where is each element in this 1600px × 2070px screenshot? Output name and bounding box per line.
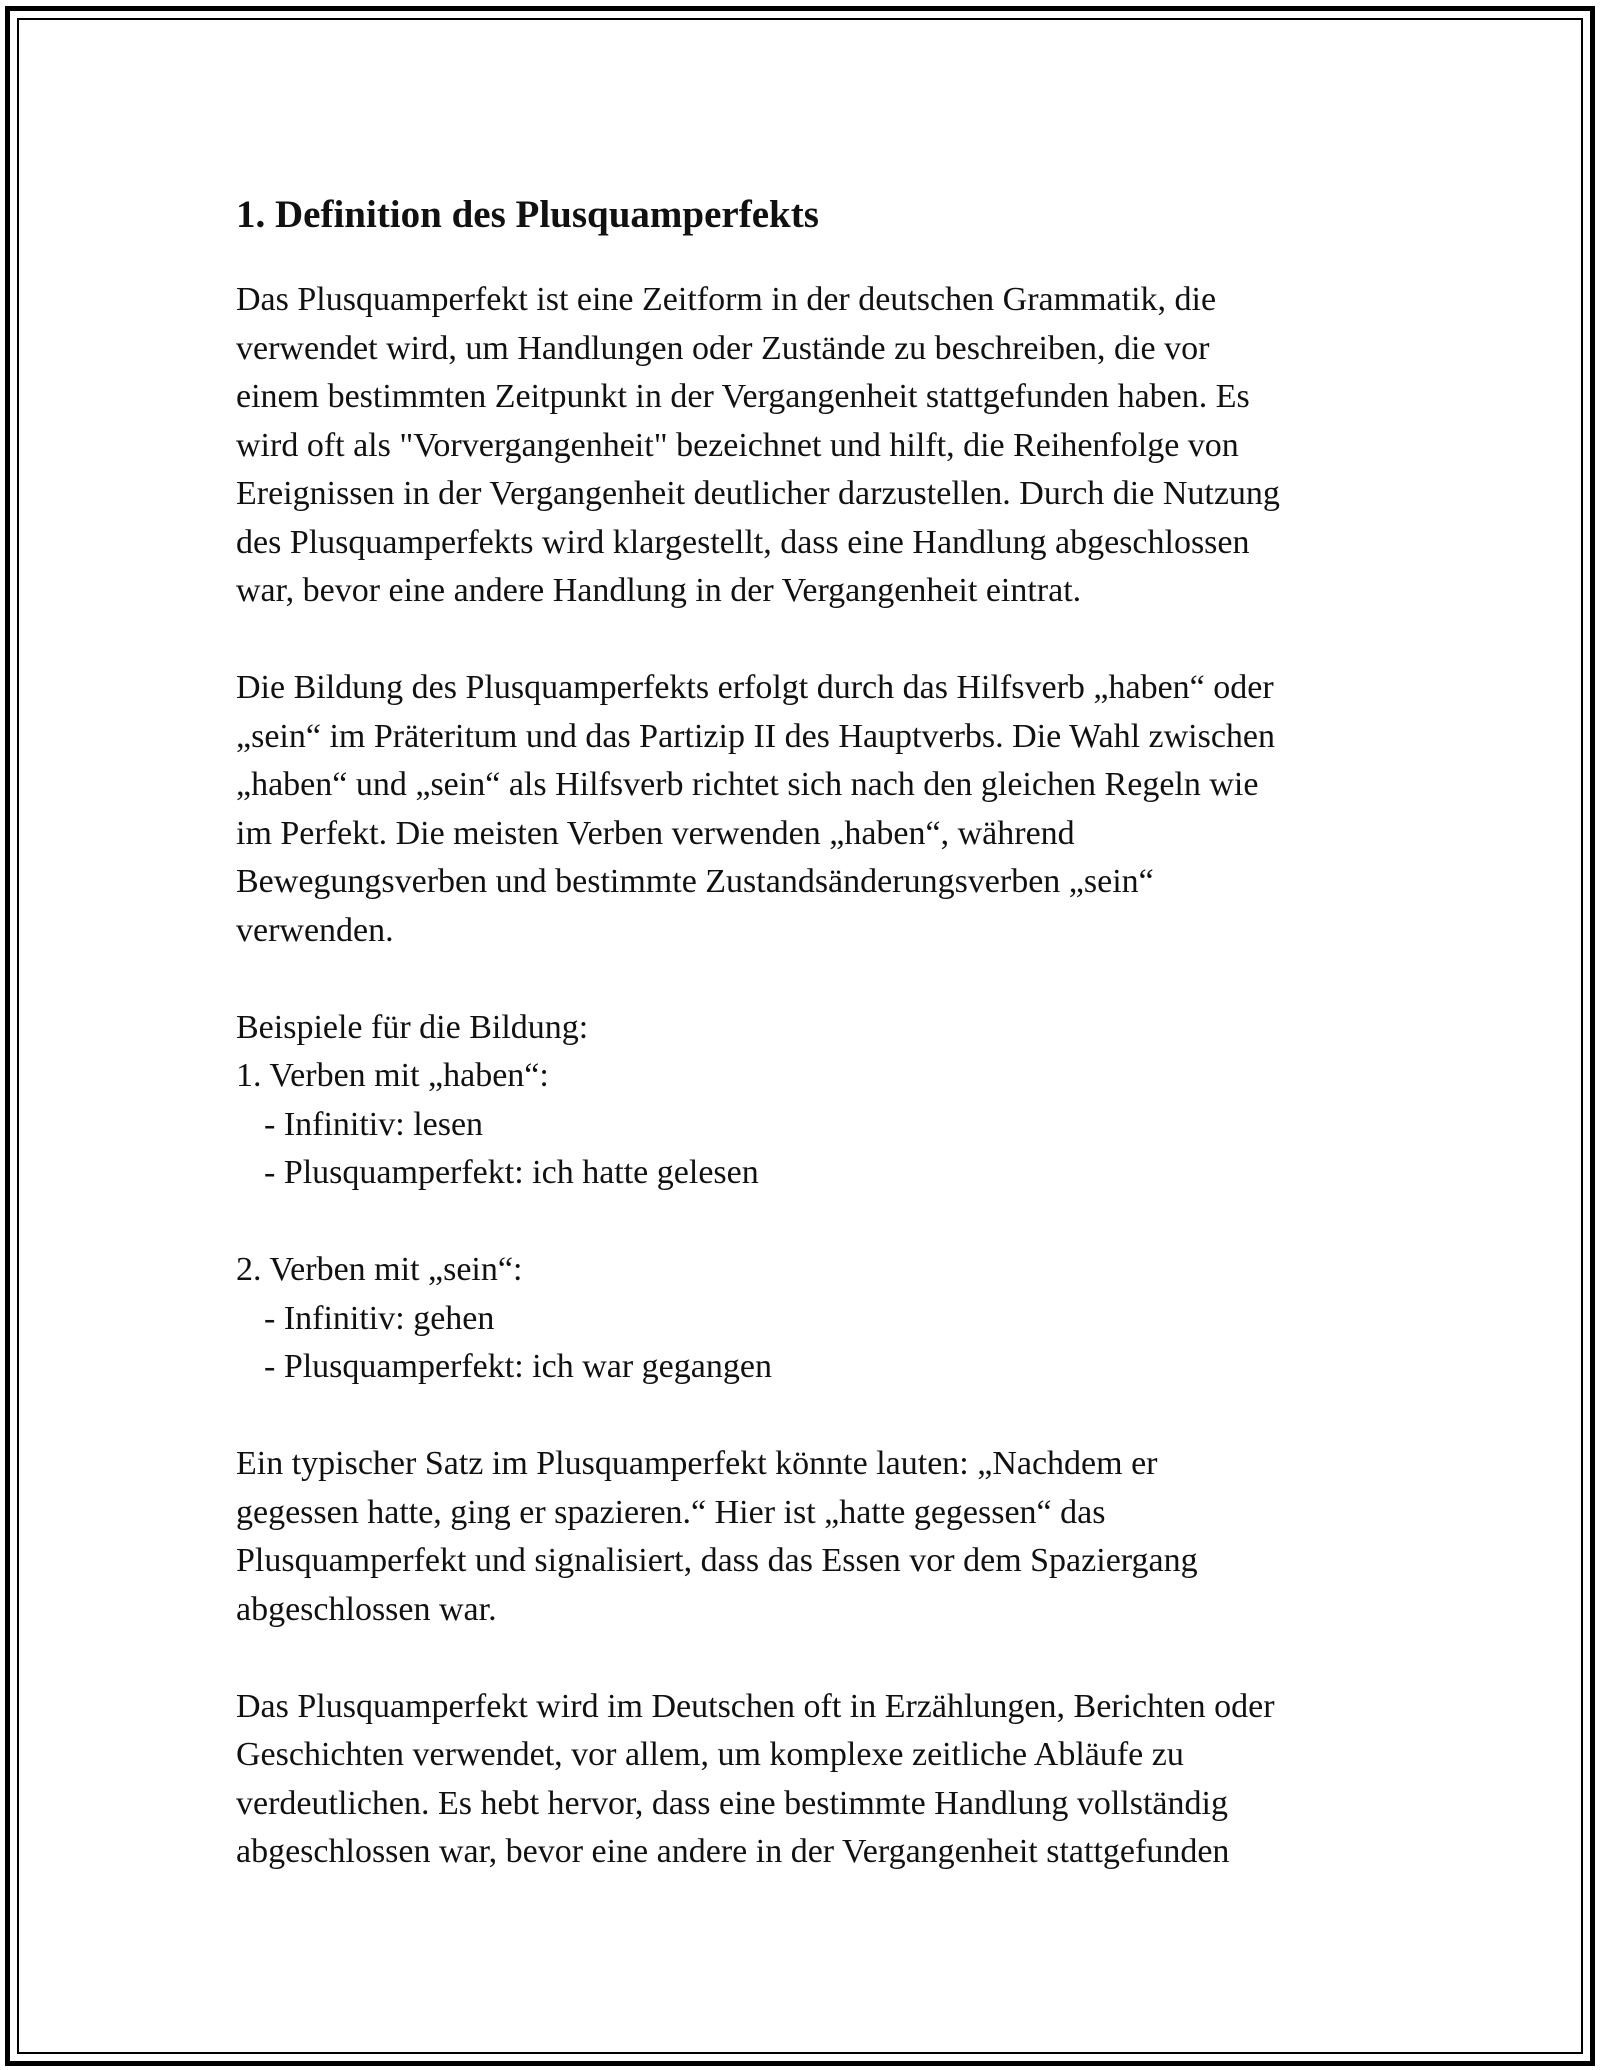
paragraph-spacer <box>236 1392 1386 1441</box>
paragraph-spacer <box>236 955 1386 1004</box>
section-heading: 1. Definition des Plusquamperfekts <box>236 193 819 236</box>
paragraph-spacer <box>236 1198 1386 1247</box>
example-haben-title: 1. Verben mit „haben“: <box>236 1057 549 1094</box>
paragraph-spacer <box>236 616 1386 665</box>
document-body <box>236 190 1386 1877</box>
example-sein-title: 2. Verben mit „sein“: <box>236 1251 523 1288</box>
example-sein-infinitive: - Infinitiv: gehen <box>264 1299 495 1337</box>
paragraph-spacer <box>236 1634 1386 1683</box>
examples-block <box>236 1004 1386 1392</box>
example-sein-plusquamperfekt: - Plusquamperfekt: ich war gegangen <box>264 1348 772 1385</box>
paragraph-formation: Die Bildung des Plusquamperfekts erfolgt durch das Hilfsverb „haben“ oder „sein“ im Präteritum und das Partizip II des Hauptverbs. Die Wahl zwischen „haben“ und „sein“ als Hilfsverb richtet sich nach den gleichen Regeln wie im Perfekt. Die meisten Verben verwenden „haben“, während Bewegungsverben und bestimmte Zustandsänderungsverben „sein“ verwenden. <box>236 669 1276 949</box>
paragraph-usage: Das Plusquamperfekt wird im Deutschen oft in Erzählungen, Berichten oder Geschichten verwendet, vor allem, um komplexe zeitliche Abläufe zu verdeutlichen. Es hebt hervor, dass eine bestimmte Handlung vollständig abgeschlossen war, bevor eine andere in der Vergangenheit stattgefunden <box>236 1687 1275 1870</box>
example-haben-infinitive: - Infinitiv: lesen <box>264 1105 484 1143</box>
examples-intro: Beispiele für die Bildung: <box>236 1008 589 1046</box>
paragraph-example-sentence: Ein typischer Satz im Plusquamperfekt könnte lauten: „Nachdem er gegessen hatte, ging er spazieren.“ Hier ist „hatte gegessen“ das Plusquamperfekt und signalisiert, dass das Essen vor dem Spaziergang abgeschlossen war. <box>236 1445 1198 1628</box>
example-haben-plusquamperfekt: - Plusquamperfekt: ich hatte gelesen <box>264 1154 759 1191</box>
paragraph-definition: Das Plusquamperfekt ist eine Zeitform in der deutschen Grammatik, die verwendet wird, um Handlungen oder Zustände zu beschreiben, die vor einem bestimmten Zeitpunkt in der Vergangenheit stattgefunden haben. Es wird oft als "Vorvergangenheit" bezeichnet und hilft, die Reihenfolge von Ereignissen in der Vergangenheit deutlicher darzustellen. Durch die Nutzung des Plusquamperfekts wird klargestellt, dass eine Handlung abgeschlossen war, bevor eine andere Handlung in der Vergangenheit eintrat. <box>236 281 1280 609</box>
